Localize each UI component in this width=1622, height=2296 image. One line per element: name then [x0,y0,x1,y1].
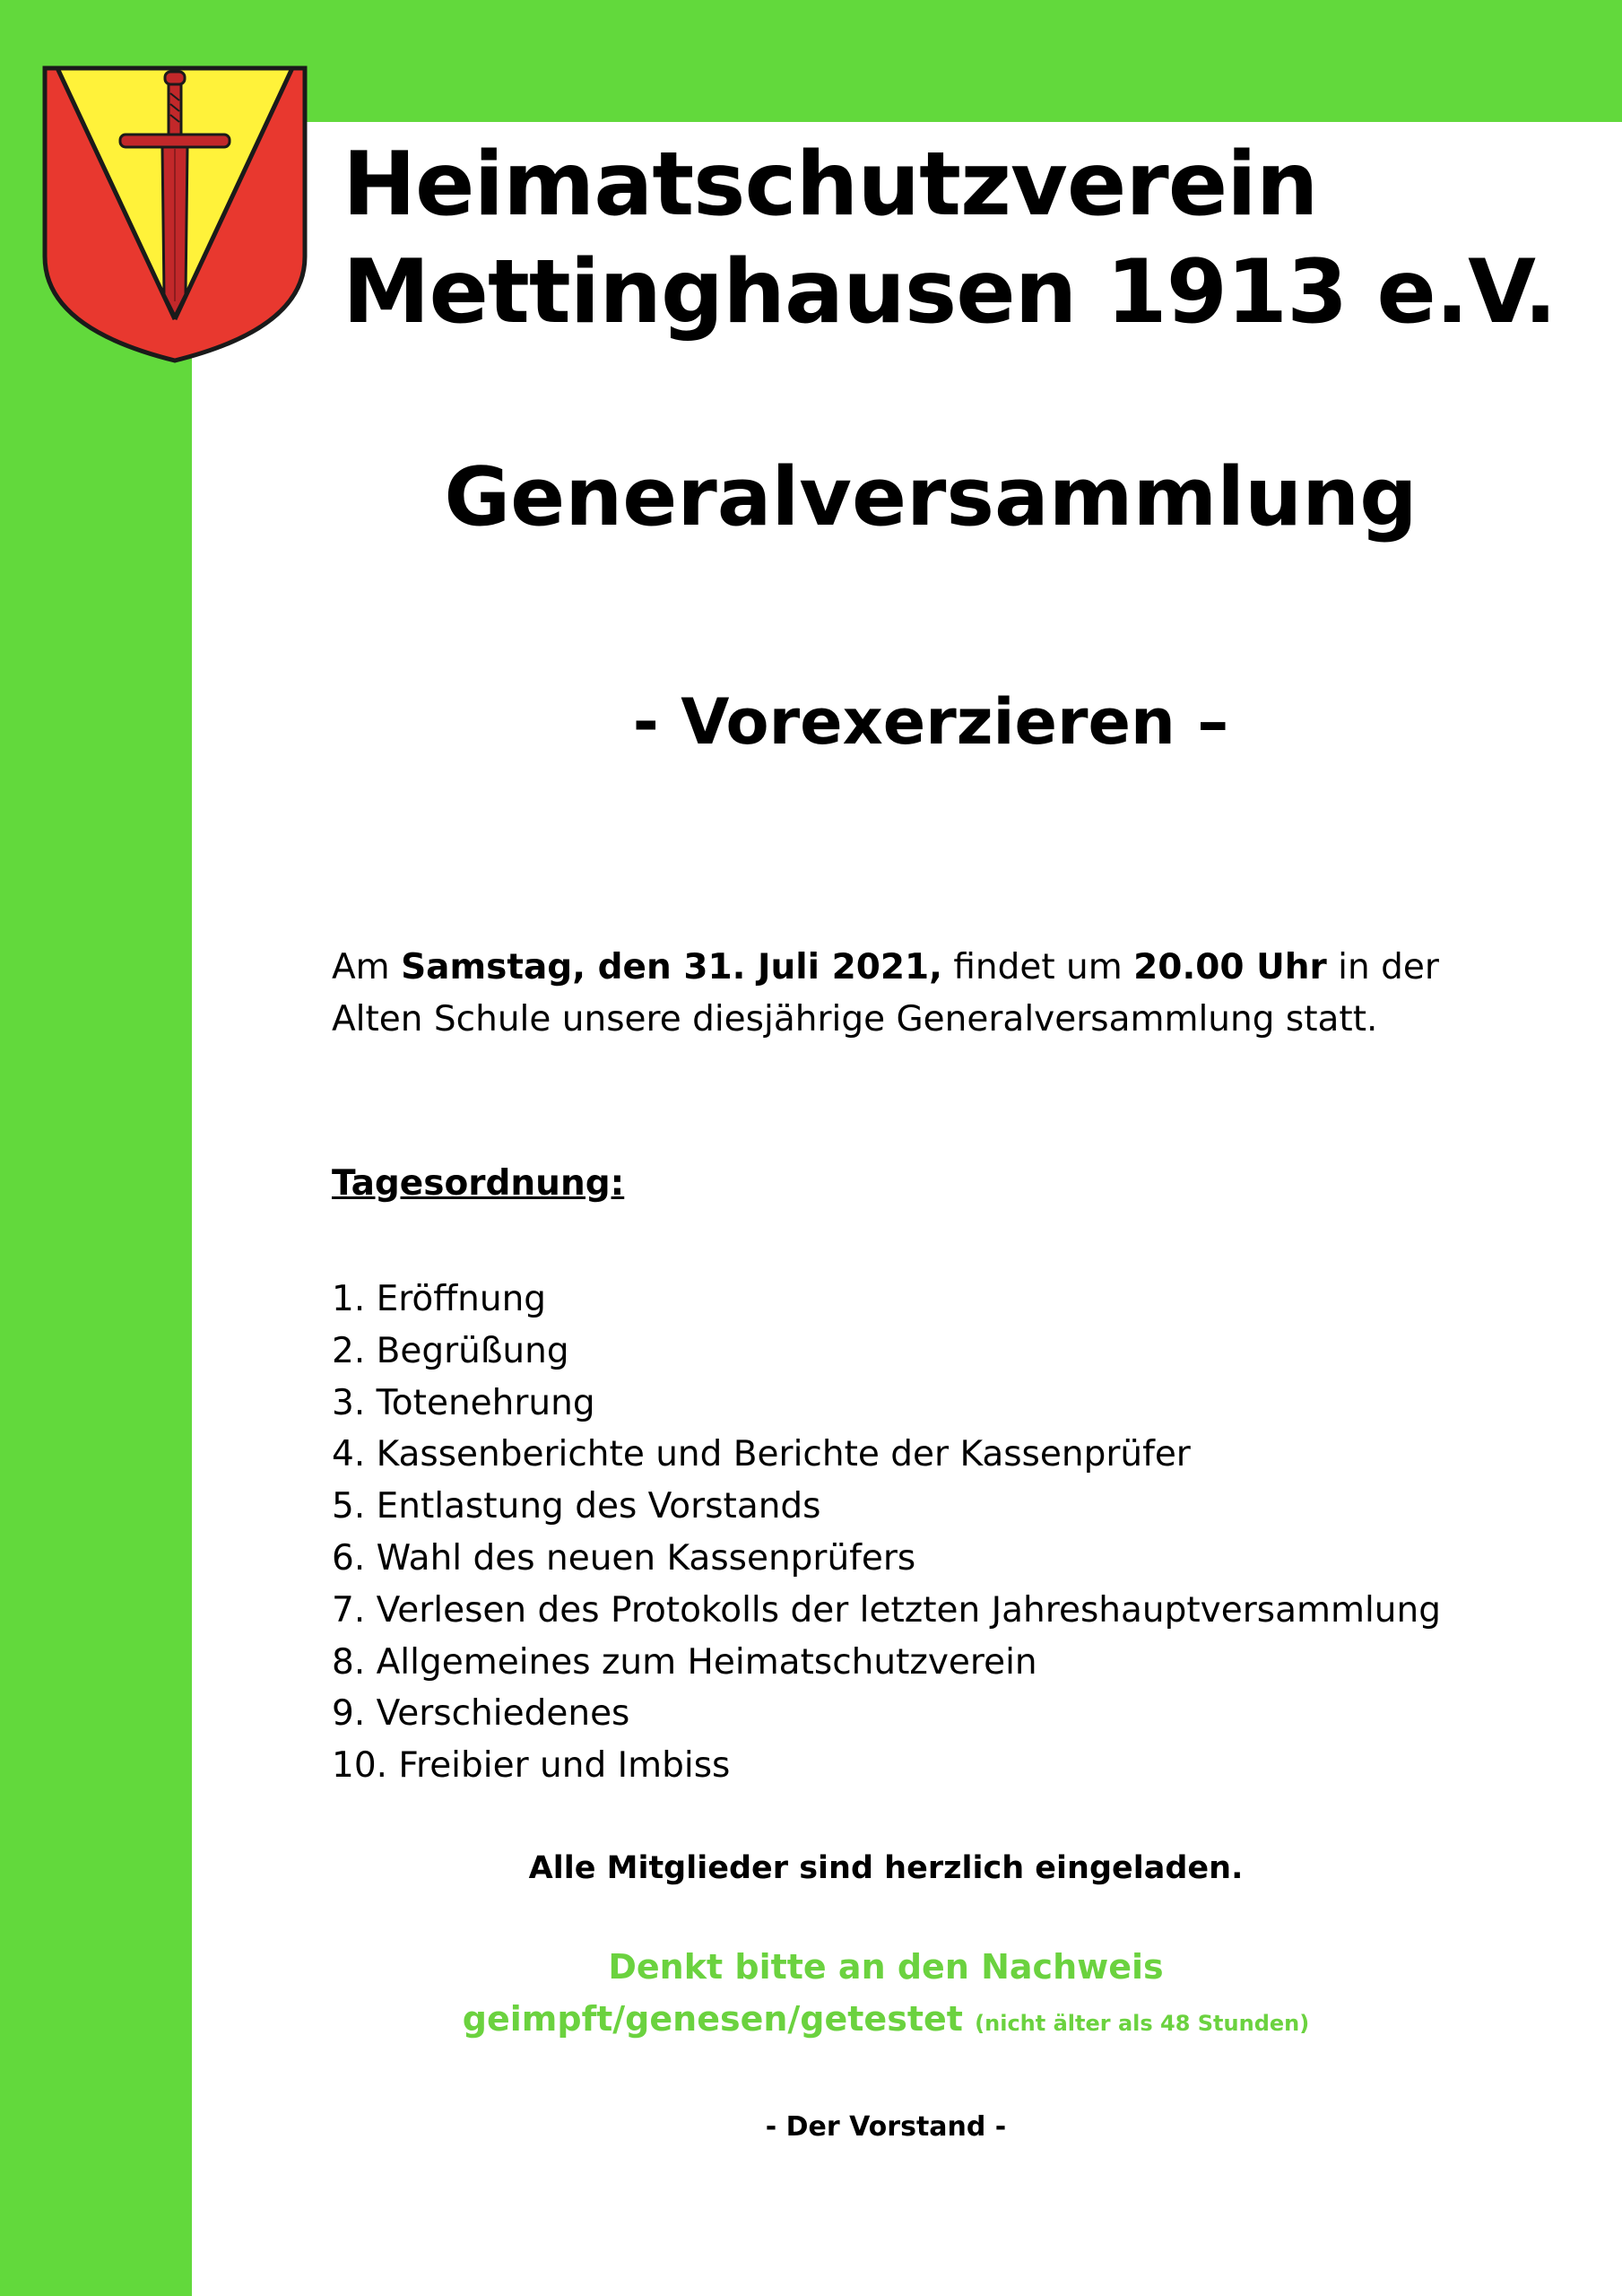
agenda-item: 9. Verschiedenes [332,1693,630,1735]
agenda-list [332,1274,1441,1792]
intro-part-2: findet um [941,947,1134,987]
invitation-text: Alle Mitglieder sind herzlich eingeladen. [528,1850,1244,1886]
agenda-item: 10. Freibier und Imbiss [332,1745,731,1787]
intro-time: 20.00 Uhr [1133,947,1327,987]
agenda-title: Tagesordnung: [332,1163,625,1204]
agenda-item: 6. Wahl des neuen Kassenprüfers [332,1537,916,1578]
coat-of-arms-icon [39,59,310,364]
reminder-note: (nicht älter als 48 Stunden) [975,2011,1310,2036]
agenda-item: 2. Begrüßung [332,1330,569,1371]
agenda-item: 8. Allgemeines zum Heimatschutzverein [332,1641,1037,1683]
agenda-item: 4. Kassenberichte und Berichte der Kassenprüfer [332,1434,1191,1475]
main-heading: Generalversammlung [444,450,1418,544]
intro-text [332,942,1439,1046]
agenda-item: 1. Eröffnung [332,1279,547,1319]
agenda-item: 7. Verlesen des Protokolls der letzten Jahreshauptversammlung [332,1589,1441,1631]
intro-date: Samstag, den 31. Juli 2021, [401,947,942,987]
sub-heading: - Vorexerzieren – [632,685,1229,759]
page-title [343,131,1557,346]
agenda-item: 3. Totenehrung [332,1382,595,1423]
intro-part-3: in der [1326,947,1439,987]
agenda-item: 5. Entlastung des Vorstands [332,1486,821,1527]
title-line-1: Heimatschutzverein [343,134,1318,236]
title-line-2: Mettinghausen 1913 e.V. [343,241,1557,344]
reminder-proof-types: geimpft/genesen/getestet [462,1999,963,2039]
proof-reminder [192,1941,1580,2049]
intro-line-1 [332,942,1439,994]
intro-line-2: Alten Schule unsere diesjährige Generalversammlung statt. [332,999,1378,1039]
reminder-line-1: Denkt bitte an den Nachweis [608,1947,1164,1987]
reminder-line-2 [192,1993,1580,2049]
signoff: - Der Vorstand - [765,2111,1007,2143]
intro-part-1: Am [332,947,402,987]
